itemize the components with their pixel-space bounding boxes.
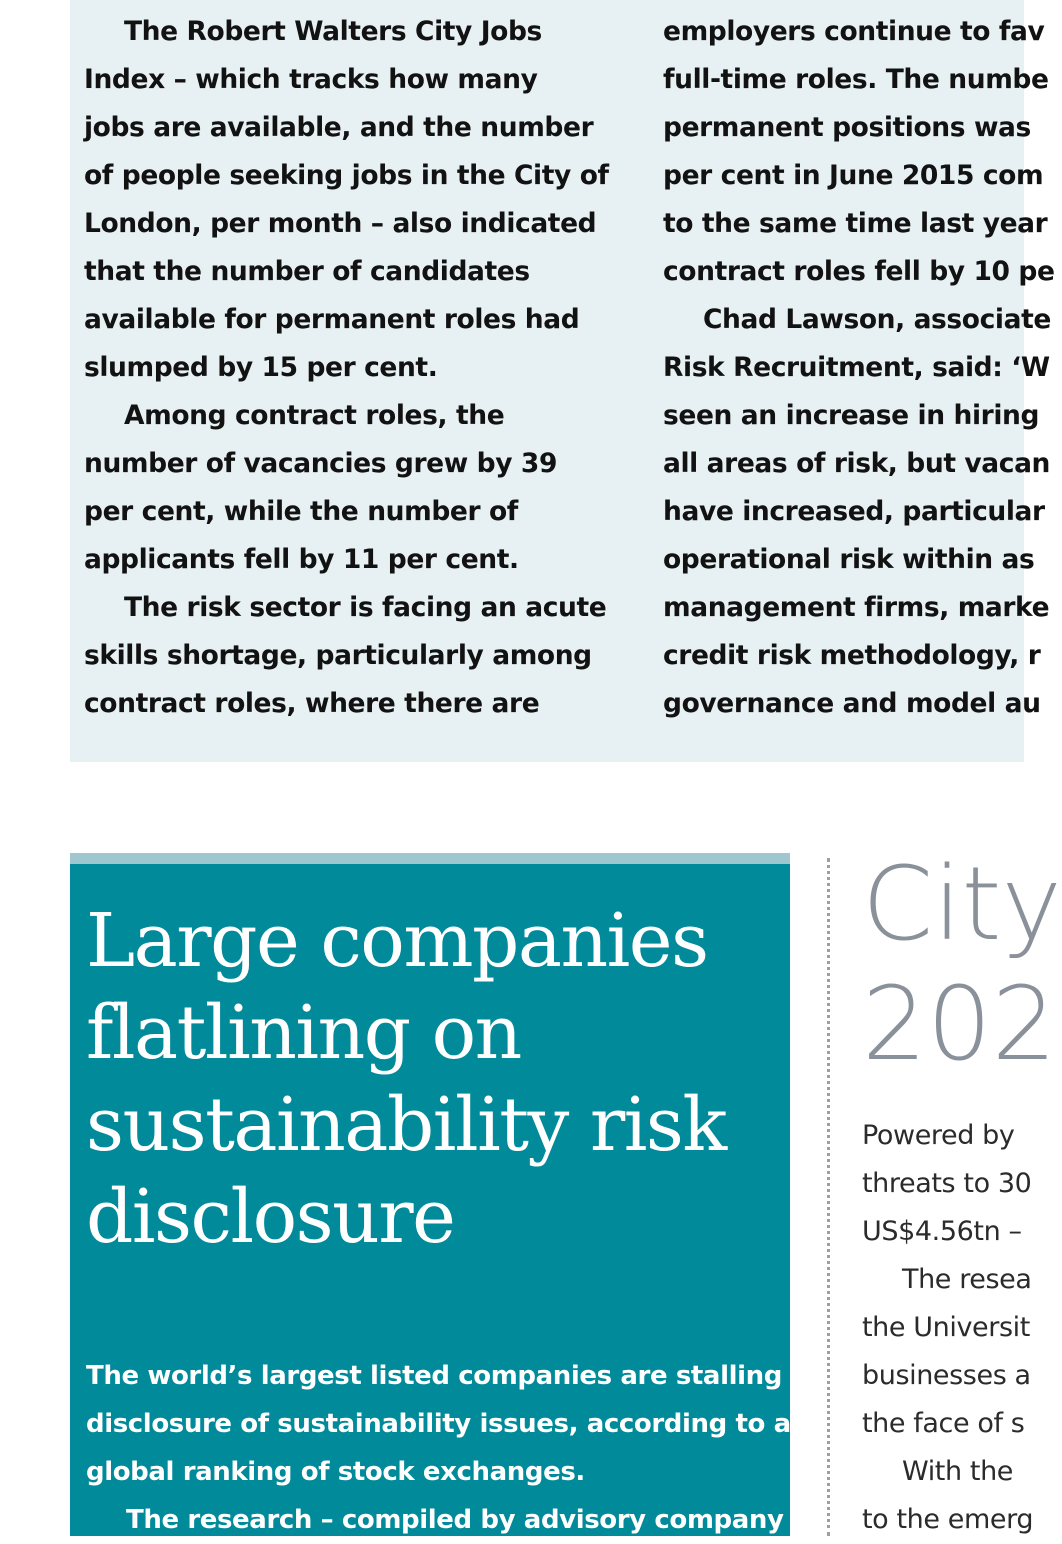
text-line: The world’s largest listed companies are stalling on: [86, 1361, 827, 1391]
top-article-left-column: [84, 8, 609, 728]
text-line: Risk Recruitment, said: ‘W: [663, 352, 1050, 383]
text-line: operational risk within as: [663, 544, 1035, 575]
title-line: Large companies: [86, 898, 708, 984]
text-line: US$4.56tn –: [862, 1216, 1022, 1247]
text-line: employers continue to fav: [663, 16, 1045, 47]
feature-accent-strip: [70, 853, 790, 864]
text-line: threats to 30: [862, 1168, 1032, 1199]
text-line: London, per month – also indicated: [84, 208, 597, 239]
text-line: The Robert Walters City Jobs: [124, 16, 542, 47]
text-line: that the number of candidates: [84, 256, 530, 287]
text-line: jobs are available, and the number: [84, 112, 594, 143]
text-line: contract roles, where there are: [84, 688, 540, 719]
feature-body: [86, 1352, 826, 1544]
text-line: The research – compiled by advisory company: [126, 1505, 784, 1535]
text-line: number of vacancies grew by 39: [84, 448, 557, 479]
side-article-title: [862, 845, 1062, 1085]
text-line: to the emerg: [862, 1504, 1034, 1535]
title-line: 202: [862, 965, 1057, 1084]
text-line: all areas of risk, but vacan: [663, 448, 1051, 479]
text-line: slumped by 15 per cent.: [84, 352, 438, 383]
text-line: disclosure of sustainability issues, according to a: [86, 1409, 791, 1439]
text-line: per cent in June 2015 com: [663, 160, 1044, 191]
feature-headline: [86, 895, 726, 1263]
text-line: management firms, marke: [663, 592, 1050, 623]
title-line: sustainability risk: [86, 1082, 726, 1168]
text-line: applicants fell by 11 per cent.: [84, 544, 519, 575]
text-line: credit risk methodology, r: [663, 640, 1041, 671]
column-divider: [827, 858, 830, 1536]
text-line: to the same time last year: [663, 208, 1048, 239]
side-article-body: [862, 1112, 1034, 1544]
text-line: The risk sector is facing an acute: [124, 592, 607, 623]
text-line: of people seeking jobs in the City of: [84, 160, 609, 191]
text-line: the Universit: [862, 1312, 1030, 1343]
text-line: the face of s: [862, 1408, 1025, 1439]
text-line: governance and model au: [663, 688, 1041, 719]
text-line: businesses a: [862, 1360, 1031, 1391]
title-line: disclosure: [86, 1174, 455, 1260]
text-line: With the: [902, 1456, 1013, 1487]
text-line: Chad Lawson, associate: [703, 304, 1051, 335]
text-line: have increased, particular: [663, 496, 1045, 527]
text-line: per cent, while the number of: [84, 496, 518, 527]
text-line: available for permanent roles had: [84, 304, 580, 335]
text-line: contract roles fell by 10 pe: [663, 256, 1055, 287]
text-line: permanent positions was: [663, 112, 1031, 143]
text-line: The resea: [902, 1264, 1032, 1295]
text-line: Index – which tracks how many: [84, 64, 538, 95]
title-line: City: [862, 845, 1062, 964]
text-line: full-time roles. The numbe: [663, 64, 1049, 95]
text-line: Among contract roles, the: [124, 400, 505, 431]
title-line: flatlining on: [86, 990, 521, 1076]
text-line: seen an increase in hiring: [663, 400, 1040, 431]
text-line: skills shortage, particularly among: [84, 640, 592, 671]
top-article-right-column: [663, 8, 1055, 728]
text-line: Powered by: [862, 1120, 1015, 1151]
text-line: global ranking of stock exchanges.: [86, 1457, 585, 1487]
